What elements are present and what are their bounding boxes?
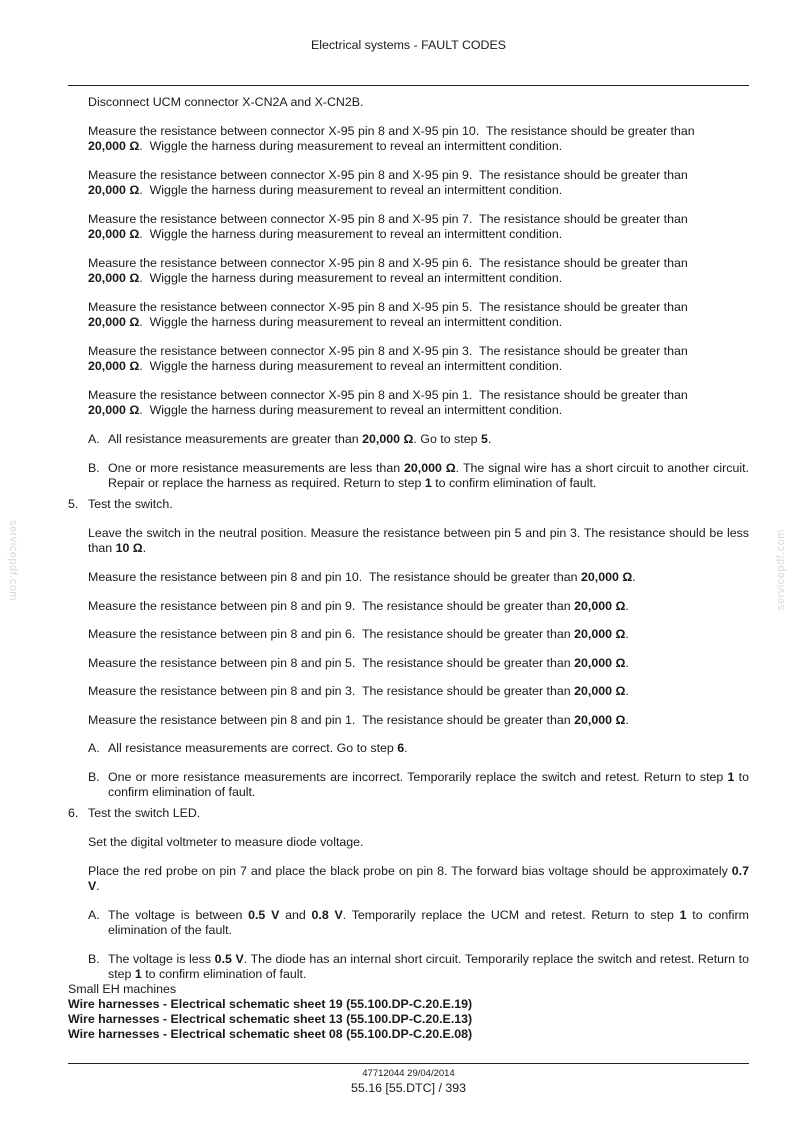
measurement-item: Measure the resistance between connector X-95 pin 8 and X-95 pin 7. The resistance should be greater than 20,000 Ω. Wiggle the harness during measurement to reveal an intermittent condition. xyxy=(88,212,688,241)
document-number: 47712044 29/04/2014 xyxy=(362,1068,455,1079)
switch-measurement: Measure the resistance between pin 8 and pin 1. The resistance should be greater than 20,000 Ω. xyxy=(88,713,629,727)
voltmeter-instruction: Set the digital voltmeter to measure diode voltage. xyxy=(88,835,364,849)
switch-measurement: Measure the resistance between pin 8 and pin 9. The resistance should be greater than 20,000 Ω. xyxy=(88,599,629,613)
neutral-instruction: Leave the switch in the neutral position. Measure the resistance between pin 5 and pin 3. The resistance should be less than 10 Ω. xyxy=(88,526,749,555)
probe-instruction: Place the red probe on pin 7 and place the black probe on pin 8. The forward bias voltage should be approximately 0.7 V. xyxy=(88,864,749,893)
page-header: Electrical systems - FAULT CODES xyxy=(310,38,507,52)
measurement-item: Measure the resistance between connector X-95 pin 8 and X-95 pin 10. The resistance should be greater than 20,000 Ω. Wiggle the harness during measurement to reveal an intermittent condition. xyxy=(88,124,695,153)
header-rule xyxy=(68,85,749,86)
measurement-item: Measure the resistance between connector X-95 pin 8 and X-95 pin 9. The resistance should be greater than 20,000 Ω. Wiggle the harness during measurement to reveal an intermittent condition. xyxy=(88,168,688,197)
measurement-item: Measure the resistance between connector X-95 pin 8 and X-95 pin 3. The resistance should be greater than 20,000 Ω. Wiggle the harness during measurement to reveal an intermittent condition. xyxy=(88,344,688,373)
disconnect-instruction: Disconnect UCM connector X-CN2A and X-CN2B. xyxy=(88,95,364,109)
reference-link[interactable]: Wire harnesses - Electrical schematic sheet 13 (55.100.DP-C.20.E.13) xyxy=(68,1012,473,1026)
watermark-right: servicepdf.com xyxy=(775,529,787,610)
switch-measurement: Measure the resistance between pin 8 and pin 6. The resistance should be greater than 20,000 Ω. xyxy=(88,627,629,641)
machine-type: Small EH machines xyxy=(68,982,177,996)
reference-link[interactable]: Wire harnesses - Electrical schematic sheet 19 (55.100.DP-C.20.E.19) xyxy=(68,997,473,1011)
measurement-item: Measure the resistance between connector X-95 pin 8 and X-95 pin 1. The resistance should be greater than 20,000 Ω. Wiggle the harness during measurement to reveal an intermittent condition. xyxy=(88,388,688,417)
references xyxy=(68,982,749,1042)
watermark-left: servicepdf.com xyxy=(7,520,19,601)
reference-link[interactable]: Wire harnesses - Electrical schematic sheet 08 (55.100.DP-C.20.E.08) xyxy=(68,1027,473,1041)
switch-measurement: Measure the resistance between pin 8 and pin 3. The resistance should be greater than 20,000 Ω. xyxy=(88,684,629,698)
measurement-item: Measure the resistance between connector X-95 pin 8 and X-95 pin 5. The resistance should be greater than 20,000 Ω. Wiggle the harness during measurement to reveal an intermittent condition. xyxy=(88,300,688,329)
measurement-item: Measure the resistance between connector X-95 pin 8 and X-95 pin 6. The resistance should be greater than 20,000 Ω. Wiggle the harness during measurement to reveal an intermittent condition. xyxy=(88,256,688,285)
footer-rule xyxy=(68,1063,749,1064)
switch-measurement: Measure the resistance between pin 8 and pin 10. The resistance should be greater than 20,000 Ω. xyxy=(88,570,636,584)
switch-measurement: Measure the resistance between pin 8 and pin 5. The resistance should be greater than 20,000 Ω. xyxy=(88,656,629,670)
page-number: 55.16 [55.DTC] / 393 xyxy=(350,1081,467,1095)
